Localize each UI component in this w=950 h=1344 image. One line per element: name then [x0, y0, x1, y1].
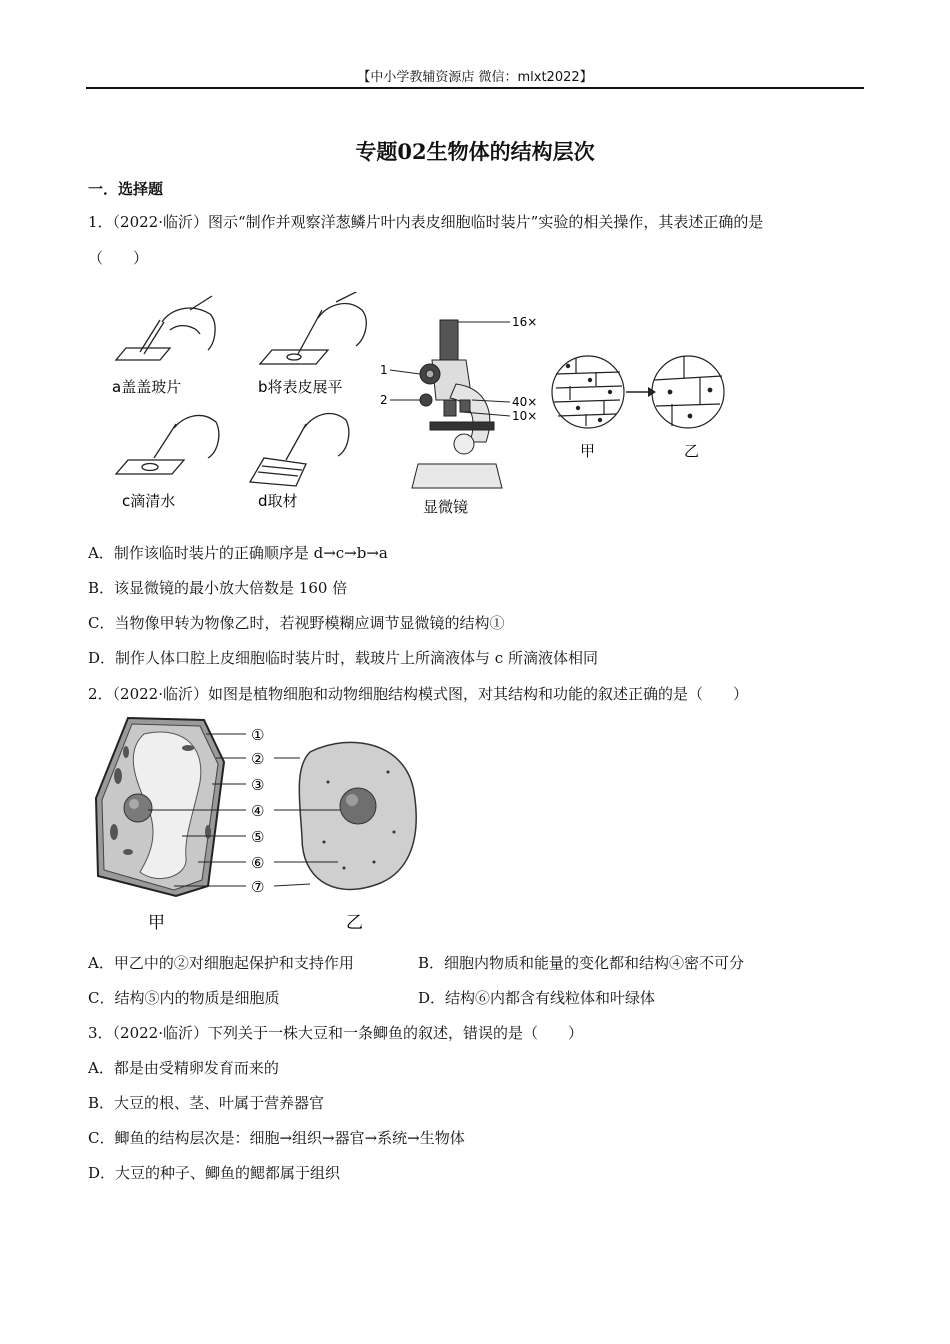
page-title: 专题02生物体的结构层次	[355, 139, 595, 164]
label-4: ④	[251, 802, 265, 820]
step-a-illustration	[116, 296, 215, 360]
q2-option-d: D．结构⑥内都含有线粒体和叶绿体	[418, 989, 656, 1007]
step-c-label: c滴清水	[122, 492, 176, 510]
q1-stem: 1．（2022·临沂）图示“制作并观察洋葱鳞片叶内表皮细胞临时装片”实验的相关操作，其表述正确的是	[88, 213, 764, 231]
view-jia-label: 甲	[580, 442, 596, 460]
q1-figure	[100, 292, 740, 522]
view-yi-label: 乙	[684, 442, 700, 460]
scope-part2-label: 2	[380, 393, 388, 407]
q2-option-c: C．结构⑤内的物质是细胞质	[88, 989, 280, 1007]
step-b-illustration	[260, 292, 366, 364]
step-c-illustration	[116, 415, 219, 474]
q1-option-d: D．制作人体口腔上皮细胞临时装片时，载玻片上所滴液体与 c 所滴液体相同	[88, 649, 598, 667]
scope-objective40-label: 40×	[512, 395, 538, 409]
q3-option-b: B．大豆的根、茎、叶属于营养器官	[88, 1094, 325, 1112]
label-7: ⑦	[251, 878, 265, 896]
q2-stem: 2．（2022·临沂）如图是植物细胞和动物细胞结构模式图，对其结构和功能的叙述正确的是（ ）	[88, 685, 748, 703]
q2-option-b: B．细胞内物质和能量的变化都和结构④密不可分	[418, 954, 745, 972]
q3-option-a: A．都是由受精卵发育而来的	[88, 1059, 279, 1077]
animal-cell-illustration	[299, 742, 416, 889]
q3-option-d: D．大豆的种子、鲫鱼的鳃都属于组织	[88, 1164, 341, 1182]
label-5: ⑤	[251, 828, 265, 846]
animal-cell-label: 乙	[346, 913, 363, 933]
q2-figure	[88, 712, 428, 940]
step-b-label: b将表皮展平	[258, 378, 343, 396]
step-d-label: d取材	[258, 492, 298, 510]
q3-option-c: C．鲫鱼的结构层次是：细胞→组织→器官→系统→生物体	[88, 1129, 465, 1147]
scope-label: 显微镜	[423, 498, 469, 516]
q1-option-a: A．制作该临时装片的正确顺序是 d→c→b→a	[88, 544, 388, 562]
label-2: ②	[251, 750, 265, 768]
microscope-illustration	[390, 320, 510, 488]
section-heading: 一．选择题	[88, 180, 164, 198]
q3-stem: 3．（2022·临沂）下列关于一株大豆和一条鲫鱼的叙述，错误的是（ ）	[88, 1024, 583, 1042]
plant-cell-label: 甲	[148, 913, 165, 933]
scope-objective10-label: 10×	[512, 409, 538, 423]
plant-cell-illustration	[96, 718, 224, 896]
step-d-illustration	[250, 414, 349, 486]
q1-option-b: B．该显微镜的最小放大倍数是 160 倍	[88, 579, 348, 597]
view-yi-illustration	[652, 356, 724, 428]
q1-stem-bracket: （ ）	[88, 249, 149, 267]
header-rule	[86, 87, 864, 89]
label-1: ①	[251, 726, 265, 744]
page-header: 【中小学教辅资源店 微信：mlxt2022】	[357, 70, 593, 85]
scope-eyepiece-label: 16×	[512, 315, 538, 329]
label-6: ⑥	[251, 854, 265, 872]
label-3: ③	[251, 776, 265, 794]
q1-option-c: C．当物像甲转为物像乙时，若视野模糊应调节显微镜的结构①	[88, 614, 505, 632]
view-jia-illustration	[552, 356, 624, 428]
q2-option-a: A．甲乙中的②对细胞起保护和支持作用	[88, 954, 354, 972]
scope-part1-label: 1	[380, 363, 388, 377]
step-a-label: a盖盖玻片	[112, 378, 182, 396]
